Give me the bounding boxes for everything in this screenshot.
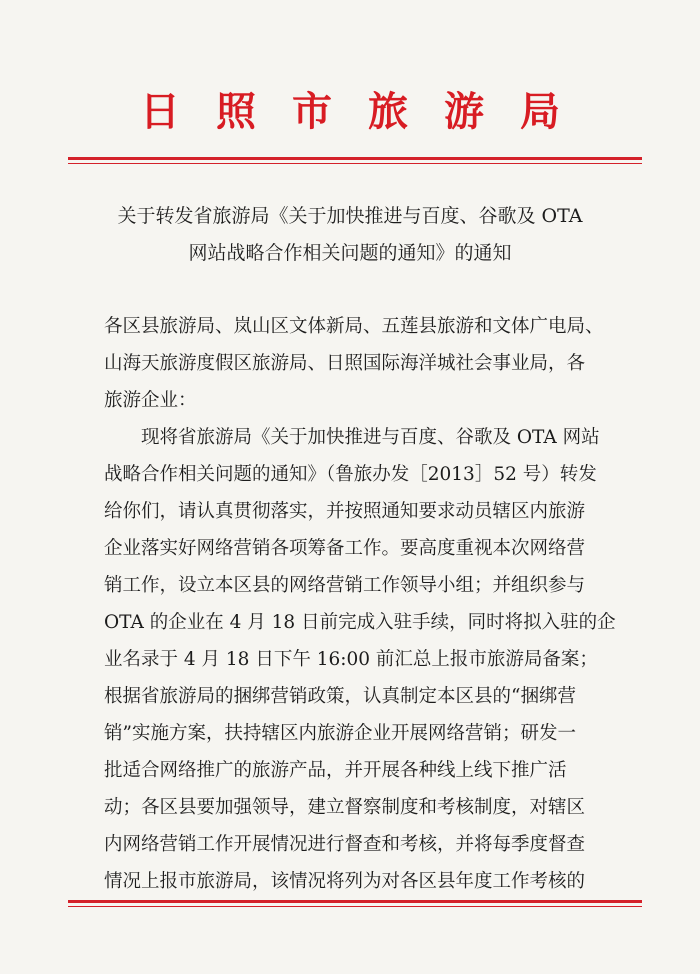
body-paragraph-line: 销”实施方案，扶持辖区内旅游企业开展网络营销；研发一 [104, 723, 576, 744]
body-paragraph-line: 销工作，设立本区县的网络营销工作领导小组；并组织参与 [104, 575, 586, 596]
divider-thin-line [68, 163, 642, 164]
body-paragraph-line: 批适合网络推广的旅游产品，并开展各种线上线下推广活 [104, 760, 567, 781]
divider-thick-line [68, 900, 642, 903]
addressee-line: 旅游企业： [104, 390, 197, 411]
footer-divider [68, 900, 642, 907]
addressee-line: 山海天旅游度假区旅游局、日照国际海洋城社会事业局，各 [104, 353, 586, 374]
body-paragraph-line: 给你们，请认真贯彻落实，并按照通知要求动员辖区内旅游 [104, 501, 586, 522]
document-title [0, 198, 700, 272]
body-paragraph-line: 现将省旅游局《关于加快推进与百度、谷歌及 OTA 网站 [141, 427, 600, 448]
divider-thick-line [68, 157, 642, 160]
body-paragraph-line: 战略合作相关问题的通知》（鲁旅办发［2013］52 号）转发 [104, 464, 597, 485]
body-paragraph-line: 企业落实好网络营销各项筹备工作。要高度重视本次网络营 [104, 538, 586, 559]
letterhead-title: 日照市旅游局 [140, 88, 596, 135]
divider-thin-line [68, 906, 642, 907]
document-title-line: 关于转发省旅游局《关于加快推进与百度、谷歌及 OTA [117, 205, 583, 227]
body-paragraph-line: 动；各区县要加强领导，建立督察制度和考核制度，对辖区 [104, 797, 586, 818]
document-title-line: 网站战略合作相关问题的通知》的通知 [188, 242, 512, 264]
body-paragraph-line: 根据省旅游局的捆绑营销政策，认真制定本区县的“捆绑营 [104, 686, 576, 707]
body-paragraph-line: 内网络营销工作开展情况进行督查和考核，并将每季度督查 [104, 834, 586, 855]
body-paragraph-line: OTA 的企业在 4 月 18 日前完成入驻手续，同时将拟入驻的企 [104, 612, 616, 633]
document-body [104, 308, 624, 900]
body-paragraph-line: 业名录于 4 月 18 日下午 16:00 前汇总上报市旅游局备案； [104, 649, 598, 670]
addressee-line: 各区县旅游局、岚山区文体新局、五莲县旅游和文体广电局、 [104, 316, 604, 337]
letterhead-divider [68, 157, 642, 164]
body-paragraph-line: 情况上报市旅游局，该情况将列为对各区县年度工作考核的 [104, 871, 586, 892]
